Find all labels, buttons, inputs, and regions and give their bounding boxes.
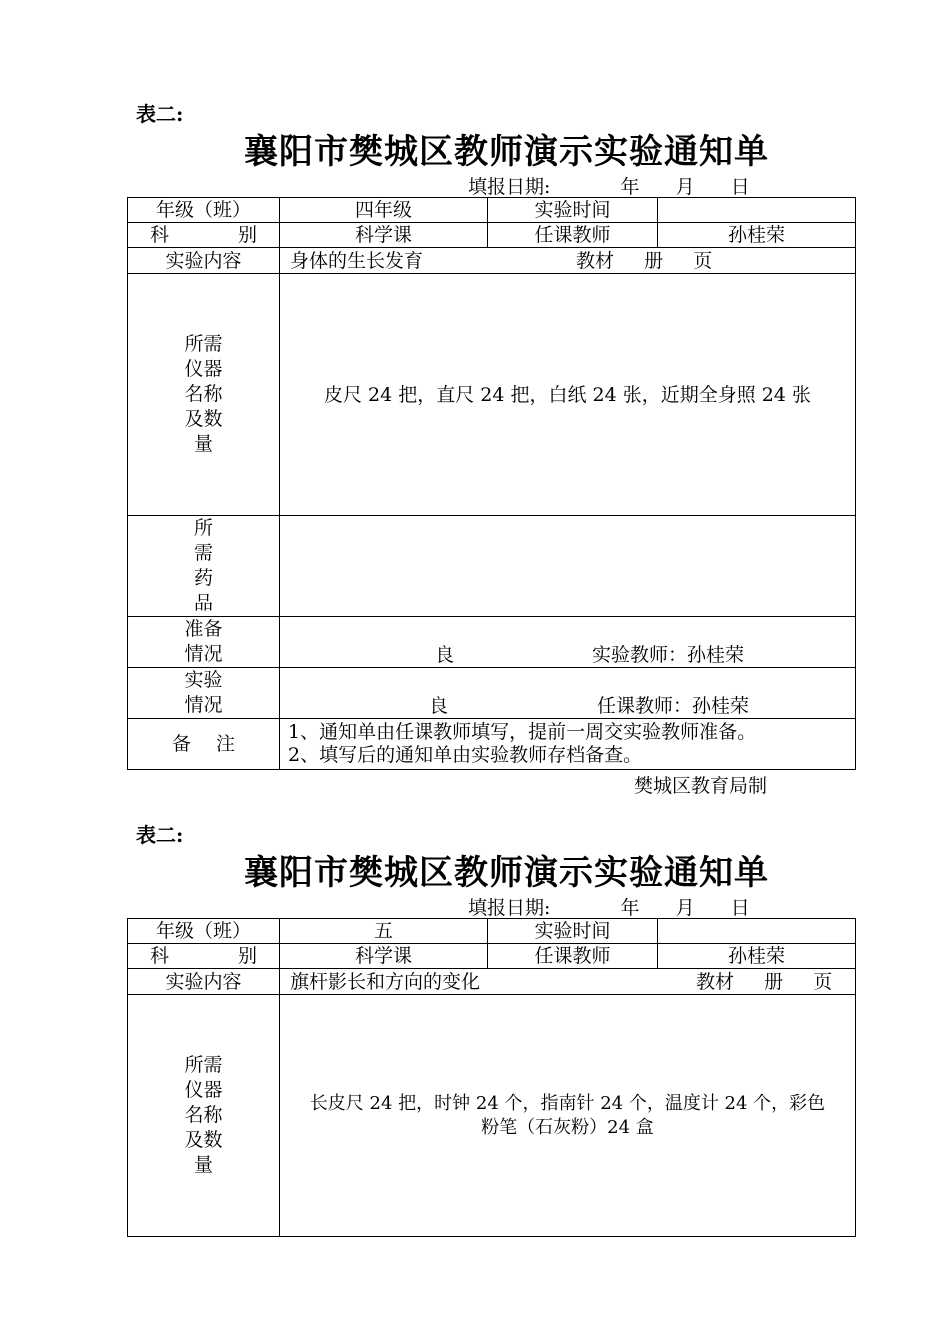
content-value: 身体的生长发育: [290, 249, 424, 272]
date-label: 填报日期:: [468, 897, 551, 919]
instruments-line: 粉笔（石灰粉）24 盒: [481, 1116, 654, 1138]
date-month: 月: [675, 176, 695, 198]
date-day: 日: [730, 897, 750, 919]
grade-value[interactable]: 四年级: [280, 198, 488, 223]
content-value: 旗杆影长和方向的变化: [290, 970, 481, 993]
instruments-label: 所需仪器名称及数量: [128, 274, 280, 516]
content-cell[interactable]: [280, 248, 856, 274]
page-label: 页: [813, 970, 833, 993]
page-label: 页: [693, 249, 713, 272]
instruments-label: 所需仪器名称及数量: [128, 995, 280, 1237]
footer-issuer: 樊城区教育局制: [634, 775, 768, 797]
grade-value[interactable]: 五: [280, 919, 488, 944]
notice-table: [127, 197, 856, 770]
subject-label: 科 别: [128, 223, 280, 248]
date-line: [468, 172, 750, 199]
date-label: 填报日期:: [468, 176, 551, 198]
notice-table: [127, 918, 856, 1237]
exp-teacher: 任课教师：孙桂荣: [597, 695, 750, 717]
exp-cell[interactable]: [280, 668, 856, 719]
form-title: 襄阳市樊城区教师演示实验通知单: [244, 853, 769, 893]
exp-time-value[interactable]: [658, 198, 856, 223]
date-day: 日: [730, 176, 750, 198]
exp-time-label: 实验时间: [488, 919, 658, 944]
teacher-label: 任课教师: [488, 944, 658, 969]
volume-label: 册: [644, 249, 664, 272]
chemicals-value[interactable]: [280, 516, 856, 617]
prep-teacher: 实验教师：孙桂荣: [592, 644, 745, 666]
instruments-line: 长皮尺 24 把，时钟 24 个，指南针 24 个，温度计 24 个，彩色: [309, 1092, 826, 1114]
instruments-value[interactable]: 皮尺 24 把，直尺 24 把，白纸 24 张，近期全身照 24 张: [280, 274, 856, 516]
volume-label: 册: [764, 970, 784, 993]
notes-label: 备 注: [128, 719, 280, 770]
content-label: 实验内容: [128, 248, 280, 274]
subject-value[interactable]: 科学课: [280, 223, 488, 248]
subject-label: 科 别: [128, 944, 280, 969]
exp-value: 良: [429, 695, 449, 717]
textbook-label: 教材: [576, 249, 615, 272]
instruments-value[interactable]: [280, 995, 856, 1237]
subject-value[interactable]: 科学课: [280, 944, 488, 969]
grade-label: 年级（班）: [128, 919, 280, 944]
form-label: 表二:: [136, 823, 184, 847]
date-month: 月: [675, 897, 695, 919]
teacher-label: 任课教师: [488, 223, 658, 248]
exp-time-value[interactable]: [658, 919, 856, 944]
date-line: [468, 893, 750, 920]
prep-cell[interactable]: [280, 617, 856, 668]
prep-value: 良: [435, 644, 455, 666]
teacher-value[interactable]: 孙桂荣: [658, 223, 856, 248]
textbook-label: 教材: [696, 970, 735, 993]
exp-label: 实验情况: [128, 668, 280, 719]
content-label: 实验内容: [128, 969, 280, 995]
note-item: 2、填写后的通知单由实验教师存档备查。: [288, 744, 643, 766]
content-cell[interactable]: [280, 969, 856, 995]
form-title: 襄阳市樊城区教师演示实验通知单: [244, 132, 769, 172]
note-item: 1、通知单由任课教师填写，提前一周交实验教师准备。: [288, 721, 757, 743]
exp-time-label: 实验时间: [488, 198, 658, 223]
teacher-value[interactable]: 孙桂荣: [658, 944, 856, 969]
chemicals-label: 所需药品: [128, 516, 280, 617]
date-year: 年: [620, 897, 640, 919]
notes-cell: [280, 719, 856, 770]
form-label: 表二:: [136, 102, 184, 126]
prep-label: 准备情况: [128, 617, 280, 668]
grade-label: 年级（班）: [128, 198, 280, 223]
date-year: 年: [620, 176, 640, 198]
